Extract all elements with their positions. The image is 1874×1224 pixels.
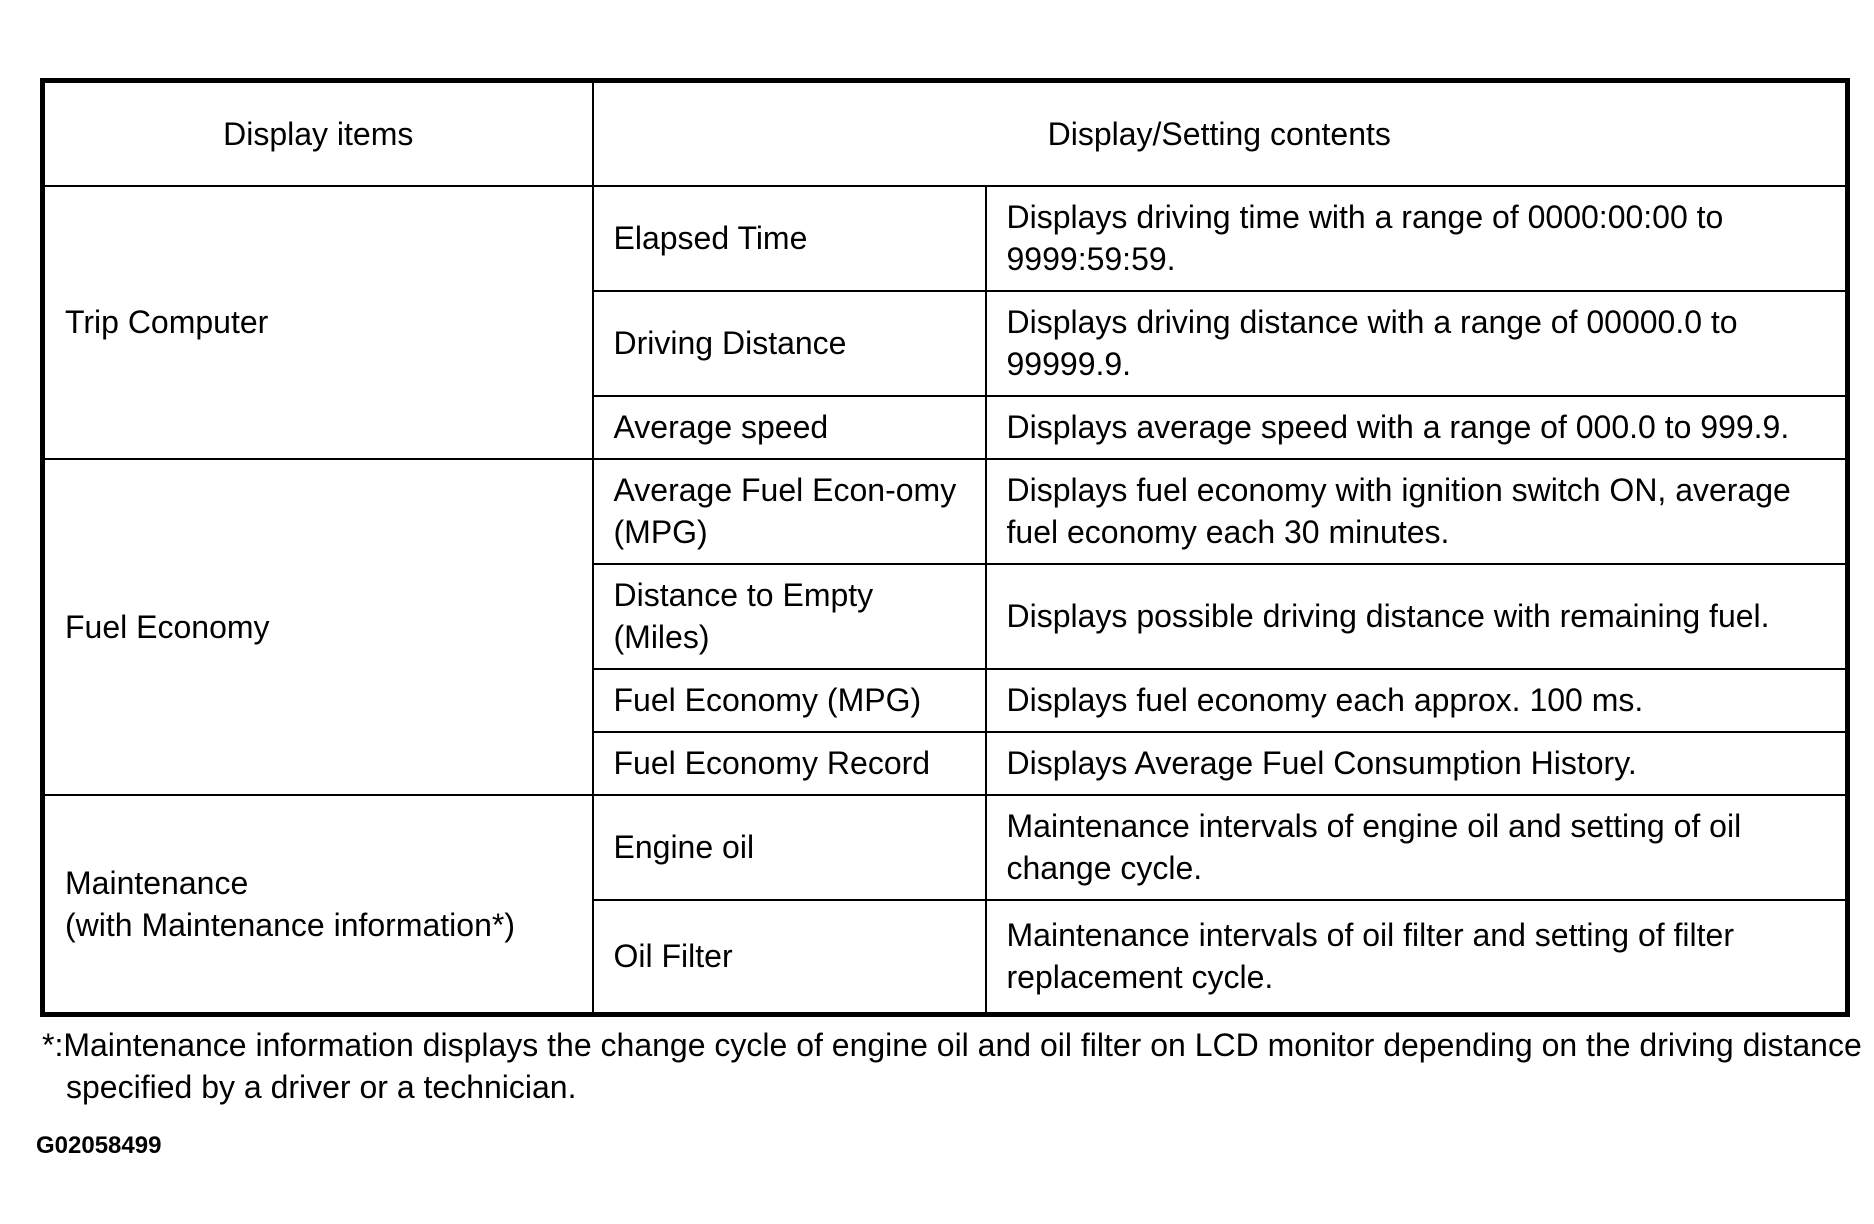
- table-row: [43, 795, 1848, 900]
- item-elapsed-time: Elapsed Time: [593, 186, 986, 291]
- desc-oil-filter: Maintenance intervals of oil filter and setting of filter replacement cycle.: [986, 900, 1848, 1015]
- desc-engine-oil: Maintenance intervals of engine oil and setting of oil change cycle.: [986, 795, 1848, 900]
- desc-average-fuel-economy: Displays fuel economy with ignition switch ON, average fuel economy each 30 minutes.: [986, 459, 1848, 564]
- maintenance-label: Maintenance: [65, 864, 249, 901]
- table-row: [43, 186, 1848, 291]
- maintenance-label-sub: (with Maintenance information*): [65, 906, 515, 943]
- figure-id: G02058499: [36, 1132, 162, 1159]
- desc-elapsed-time: Displays driving time with a range of 0000:00:00 to 9999:59:59.: [986, 186, 1848, 291]
- table-row: [43, 459, 1848, 564]
- footnote: *:Maintenance information displays the change cycle of engine oil and oil filter on LCD monitor depending on the driving distance specified by a driver or a technician.: [42, 1027, 1862, 1105]
- desc-fuel-economy-record: Displays Average Fuel Consumption History.: [986, 732, 1848, 795]
- group-label-trip-computer: Trip Computer: [43, 186, 593, 459]
- group-label-maintenance: [43, 795, 593, 1015]
- desc-average-speed: Displays average speed with a range of 000.0 to 999.9.: [986, 396, 1848, 459]
- item-fuel-economy-mpg: Fuel Economy (MPG): [593, 669, 986, 732]
- header-display-items: Display items: [43, 81, 593, 186]
- item-oil-filter: Oil Filter: [593, 900, 986, 1015]
- item-fuel-economy-record: Fuel Economy Record: [593, 732, 986, 795]
- item-engine-oil: Engine oil: [593, 795, 986, 900]
- group-label-fuel-economy: Fuel Economy: [43, 459, 593, 795]
- header-display-setting-contents: Display/Setting contents: [593, 81, 1848, 186]
- item-average-speed: Average speed: [593, 396, 986, 459]
- table-header-row: [43, 81, 1848, 186]
- desc-driving-distance: Displays driving distance with a range of 00000.0 to 99999.9.: [986, 291, 1848, 396]
- desc-fuel-economy-mpg: Displays fuel economy each approx. 100 ms.: [986, 669, 1848, 732]
- item-driving-distance: Driving Distance: [593, 291, 986, 396]
- item-distance-to-empty: Distance to Empty (Miles): [593, 564, 986, 669]
- item-average-fuel-economy: Average Fuel Econ-omy (MPG): [593, 459, 986, 564]
- display-items-table: [40, 78, 1850, 1017]
- desc-distance-to-empty: Displays possible driving distance with remaining fuel.: [986, 564, 1848, 669]
